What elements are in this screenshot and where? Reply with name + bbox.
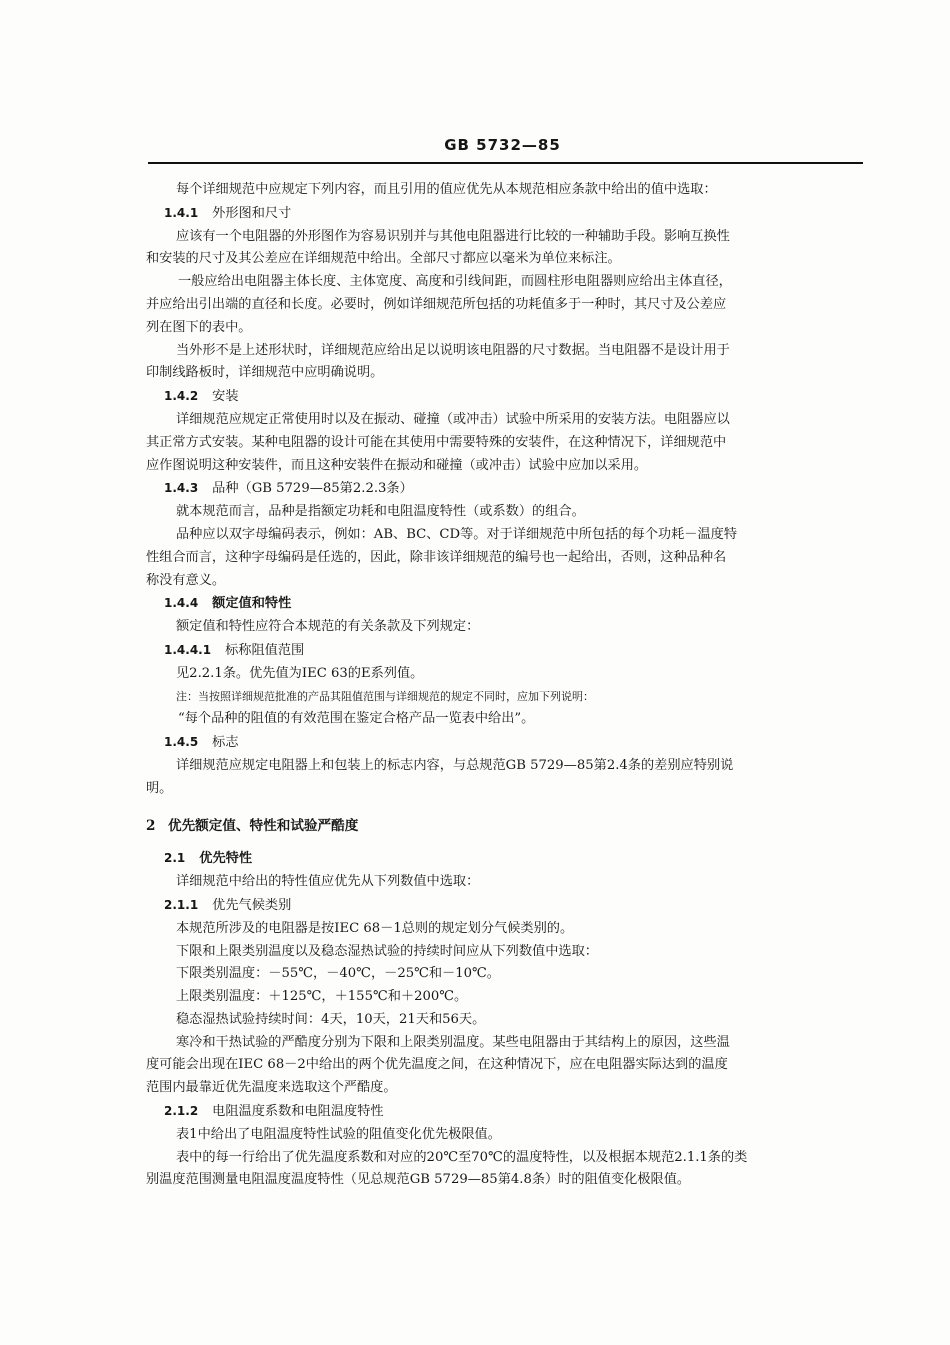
standard-number: GB 5732—85 (444, 136, 561, 154)
heading-1-4-4: 1.4.4 额定值和特性 (164, 596, 292, 612)
intro-paragraph: 每个详细规范中应规定下列内容，而且引用的值应优先从本规范相应条款中给出的值中选取： (176, 182, 717, 197)
paragraph-line: 表中的每一行给出了优先温度系数和对应的20℃至70℃的温度特性，以及根据本规范2.1.1条的类 (176, 1149, 748, 1165)
paragraph-line: 印制线路板时，详细规范中应明确说明。 (146, 365, 384, 381)
paragraph-line: 别温度范围测量电阻温度温度特性（见总规范GB 5729—85第4.8条）时的阻值变化极限值。 (146, 1172, 691, 1188)
paragraph-line: 当外形不是上述形状时，详细规范应给出足以说明该电阻器的尺寸数据。当电阻器不是设计用于 (176, 342, 730, 358)
paragraph-line: 和安装的尺寸及其公差应在详细规范中给出。全部尺寸都应以毫米为单位来标注。 (146, 251, 621, 267)
note-line: 注：当按照详细规范批准的产品其阻值范围与详细规范的规定不同时，应加下列说明： (176, 689, 594, 703)
paragraph-line: 其正常方式安装。某种电阻器的设计可能在其使用中需要特殊的安装件，在这种情况下，详细规范中 (146, 434, 727, 450)
paragraph-line: 范围内最靠近优先温度来选取这个严酷度。 (146, 1080, 397, 1096)
heading-1-4-1: 1.4.1 外形图和尺寸 (164, 205, 292, 221)
header-rule (148, 162, 863, 164)
heading-2-1: 2.1 优先特性 (164, 851, 253, 867)
paragraph-line: 度可能会出现在IEC 68－2中给出的两个优先温度之间，在这种情况下，应在电阻器实际达到的温度 (146, 1057, 728, 1073)
heading-1-4-4-1: 1.4.4.1 标称阻值范围 (164, 642, 305, 658)
paragraph-line: 详细规范应规定电阻器上和包装上的标志内容，与总规范GB 5729—85第2.4条的差别应特别说 (176, 757, 734, 773)
paragraph-line: 见2.2.1条。优先值为IEC 63的E系列值。 (176, 665, 424, 681)
heading-1-4-3: 1.4.3 品种（GB 5729—85第2.2.3条） (164, 481, 413, 497)
paragraph-line: 列在图下的表中。 (146, 319, 252, 335)
paragraph-line: 称没有意义。 (146, 572, 226, 588)
paragraph-line: 详细规范中给出的特性值应优先从下列数值中选取： (176, 874, 480, 890)
paragraph-line: 就本规范而言，品种是指额定功耗和电阻温度特性（或系数）的组合。 (176, 504, 585, 520)
paragraph-line: 品种应以双字母编码表示，例如：AB、BC、CD等。对于详细规范中所包括的每个功耗－温度特 (176, 526, 738, 542)
heading-2-1-2: 2.1.2 电阻温度系数和电阻温度特性 (164, 1104, 384, 1120)
heading-1-4-5: 1.4.5 标志 (164, 735, 239, 751)
paragraph-line: 应该有一个电阻器的外形图作为容易识别并与其他电阻器进行比较的一种辅助手段。影响互换性 (176, 228, 730, 244)
paragraph-line: 额定值和特性应符合本规范的有关条款及下列规定： (176, 619, 480, 635)
page-header (148, 135, 863, 154)
paragraph-line: 稳态湿热试验持续时间：4天，10天，21天和56天。 (176, 1011, 486, 1027)
paragraph-line: 下限和上限类别温度以及稳态湿热试验的持续时间应从下列数值中选取： (176, 943, 598, 959)
paragraph-line: 详细规范应规定正常使用时以及在振动、碰撞（或冲击）试验中所采用的安装方法。电阻器应以 (176, 411, 730, 427)
paragraph-line: 上限类别温度：＋125℃，＋155℃和＋200℃。 (176, 989, 468, 1005)
paragraph-line: 明。 (146, 780, 173, 796)
paragraph-line: 表1中给出了电阻温度特性试验的阻值变化优先极限值。 (176, 1126, 501, 1142)
paragraph-line: 并应给出引出端的直径和长度。必要时，例如详细规范所包括的功耗值多于一种时，其尺寸及公差应 (146, 296, 727, 312)
heading-1-4-2: 1.4.2 安装 (164, 389, 239, 405)
document-body (146, 179, 864, 1192)
heading-2: 2 优先额定值、特性和试验严酷度 (146, 817, 359, 834)
paragraph-line: 一般应给出电阻器主体长度、主体宽度、高度和引线间距，而圆柱形电阻器则应给出主体直径， (178, 274, 732, 290)
paragraph-line: 下限类别温度：－55℃，－40℃，－25℃和－10℃。 (176, 966, 500, 982)
quote-line: “每个品种的阻值的有效范围在鉴定合格产品一览表中给出”。 (178, 711, 535, 727)
heading-2-1-1: 2.1.1 优先气候类别 (164, 897, 292, 913)
paragraph-line: 性组合而言，这种字母编码是任选的，因此，除非该详细规范的编号也一起给出，否则，这种品种名 (146, 549, 727, 565)
paragraph-line: 寒冷和干热试验的严酷度分别为下限和上限类别温度。某些电阻器由于其结构上的原因，这些温 (176, 1034, 730, 1050)
paragraph-line: 应作图说明这种安装件，而且这种安装件在振动和碰撞（或冲击）试验中应加以采用。 (146, 457, 648, 473)
paragraph-line: 本规范所涉及的电阻器是按IEC 68－1总则的规定划分气候类别的。 (176, 920, 574, 936)
